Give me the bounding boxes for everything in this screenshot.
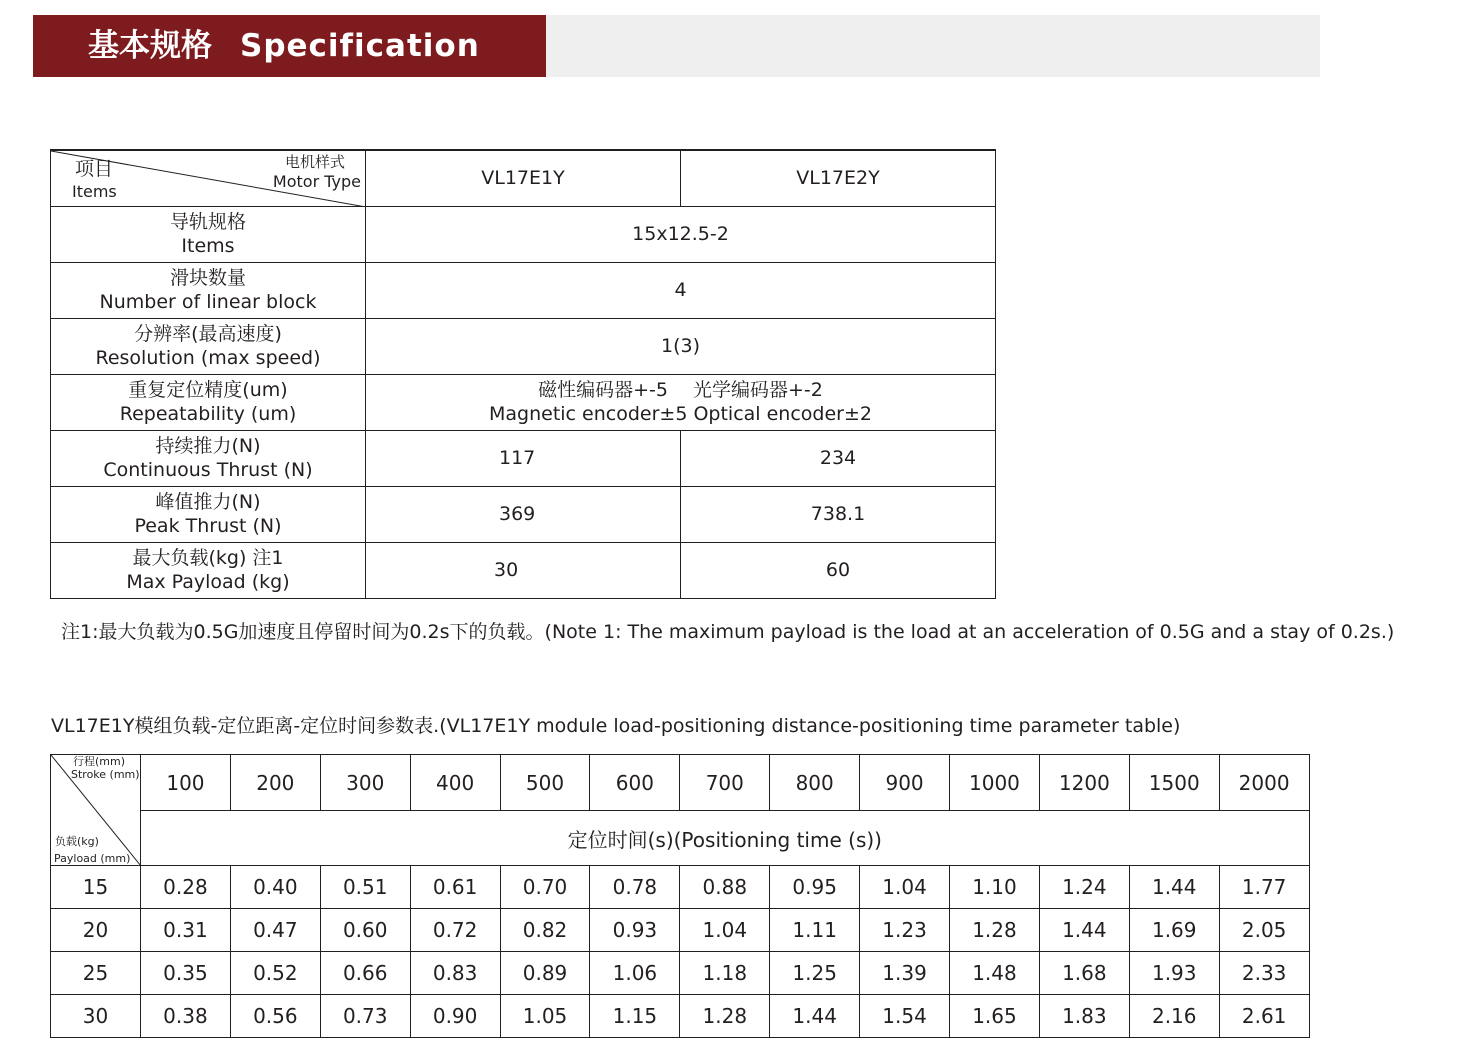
spec-row-max-payload [51, 542, 996, 598]
time-cell: 0.73 [320, 995, 410, 1038]
row-label: 峰值推力(N) Peak Thrust (N) [51, 486, 366, 542]
stroke-header: 100 [141, 755, 231, 811]
time-cell: 0.51 [320, 866, 410, 909]
stroke-header: 1200 [1039, 755, 1129, 811]
time-cell: 1.39 [860, 952, 950, 995]
time-cell: 1.06 [590, 952, 680, 995]
model-header-2: VL17E2Y [681, 150, 996, 206]
perf-corner-cell [51, 755, 141, 866]
time-cell: 2.33 [1219, 952, 1309, 995]
corner-items-cn: 项目 [75, 158, 114, 180]
time-cell: 1.18 [680, 952, 770, 995]
value-model-2: 234 [681, 430, 996, 486]
row-label: 分辨率(最高速度) Resolution (max speed) [51, 318, 366, 374]
table-row [51, 995, 1310, 1038]
stroke-header-row [51, 755, 1310, 811]
corner-items-en: Items [72, 182, 117, 201]
value-model-1: 30 [366, 542, 681, 598]
time-cell: 1.44 [1129, 866, 1219, 909]
time-cell: 0.66 [320, 952, 410, 995]
time-cell: 0.35 [141, 952, 231, 995]
time-cell: 0.90 [410, 995, 500, 1038]
corner-stroke-cn: 行程(mm) [73, 755, 126, 768]
time-cell: 1.93 [1129, 952, 1219, 995]
corner-stroke-en: Stroke (mm) [71, 768, 140, 781]
time-cell: 0.60 [320, 909, 410, 952]
time-cell: 1.04 [860, 866, 950, 909]
row-label: 最大负载(kg) 注1 Max Payload (kg) [51, 542, 366, 598]
time-cell: 1.15 [590, 995, 680, 1038]
value-model-1: 369 [366, 486, 681, 542]
corner-load-cn: 负载(kg) [55, 835, 99, 848]
row-value: 1(3) [366, 318, 996, 374]
row-label: 导轨规格 Items [51, 206, 366, 262]
time-cell: 0.52 [230, 952, 320, 995]
stroke-header: 700 [680, 755, 770, 811]
time-cell: 1.69 [1129, 909, 1219, 952]
spec-corner-cell [51, 150, 366, 206]
time-cell: 0.78 [590, 866, 680, 909]
time-cell: 1.54 [860, 995, 950, 1038]
time-cell: 0.82 [500, 909, 590, 952]
stroke-header: 2000 [1219, 755, 1309, 811]
stroke-header: 600 [590, 755, 680, 811]
load-cell: 30 [51, 995, 141, 1038]
header-title-en: Specification [240, 28, 480, 64]
stroke-header: 1000 [950, 755, 1040, 811]
spec-row-peak-thrust [51, 486, 996, 542]
time-cell: 0.72 [410, 909, 500, 952]
corner-motor-en: Motor Type [272, 172, 361, 191]
time-cell: 1.77 [1219, 866, 1309, 909]
time-cell: 0.89 [500, 952, 590, 995]
header-title-cn: 基本规格 [88, 28, 212, 64]
positioning-time-table [50, 754, 1310, 1038]
time-cell: 0.70 [500, 866, 590, 909]
time-cell: 0.95 [770, 866, 860, 909]
time-cell: 0.56 [230, 995, 320, 1038]
stroke-header: 300 [320, 755, 410, 811]
spec-header-row [51, 150, 996, 206]
value-model-2: 60 [681, 542, 996, 598]
time-cell: 0.28 [141, 866, 231, 909]
time-cell: 1.24 [1039, 866, 1129, 909]
row-label: 重复定位精度(um) Repeatability (um) [51, 374, 366, 430]
time-cell: 1.05 [500, 995, 590, 1038]
table-title: VL17E1Y模组负载-定位距离-定位时间参数表.(VL17E1Y module load-positioning distance-positioning time parameter table) [51, 715, 1181, 737]
section-header [33, 15, 546, 77]
row-label: 持续推力(N) Continuous Thrust (N) [51, 430, 366, 486]
subheader-row [51, 811, 1310, 866]
spec-row-resolution [51, 318, 996, 374]
stroke-header: 200 [230, 755, 320, 811]
time-cell: 0.88 [680, 866, 770, 909]
time-cell: 1.11 [770, 909, 860, 952]
value-model-1: 117 [366, 430, 681, 486]
spec-row-repeatability [51, 374, 996, 430]
time-cell: 0.93 [590, 909, 680, 952]
stroke-header: 500 [500, 755, 590, 811]
stroke-header: 1500 [1129, 755, 1219, 811]
time-cell: 1.25 [770, 952, 860, 995]
time-cell: 0.38 [141, 995, 231, 1038]
spec-table [50, 149, 996, 599]
table-row [51, 909, 1310, 952]
time-cell: 2.61 [1219, 995, 1309, 1038]
table-row [51, 866, 1310, 909]
time-cell: 1.44 [1039, 909, 1129, 952]
time-cell: 2.16 [1129, 995, 1219, 1038]
stroke-header: 400 [410, 755, 500, 811]
time-cell: 1.10 [950, 866, 1040, 909]
time-cell: 1.28 [680, 995, 770, 1038]
value-model-2: 738.1 [681, 486, 996, 542]
payload-note: 注1:最大负载为0.5G加速度且停留时间为0.2s下的负载。(Note 1: The maximum payload is the load at an acceleration of 0.5G and a stay of 0.2s.) [61, 621, 1395, 643]
time-cell: 0.61 [410, 866, 500, 909]
row-label: 滑块数量 Number of linear block [51, 262, 366, 318]
corner-load-en: Payload (mm) [54, 852, 131, 865]
time-cell: 1.28 [950, 909, 1040, 952]
row-value: 4 [366, 262, 996, 318]
row-value: 15x12.5-2 [366, 206, 996, 262]
spec-row-blocks [51, 262, 996, 318]
time-cell: 1.48 [950, 952, 1040, 995]
load-cell: 20 [51, 909, 141, 952]
spec-row-continuous-thrust [51, 430, 996, 486]
time-cell: 1.44 [770, 995, 860, 1038]
stroke-header: 900 [860, 755, 950, 811]
load-cell: 15 [51, 866, 141, 909]
positioning-time-label: 定位时间(s)(Positioning time (s)) [141, 811, 1310, 866]
stroke-header: 800 [770, 755, 860, 811]
time-cell: 1.65 [950, 995, 1040, 1038]
time-cell: 1.68 [1039, 952, 1129, 995]
time-cell: 0.47 [230, 909, 320, 952]
time-cell: 1.04 [680, 909, 770, 952]
time-cell: 0.83 [410, 952, 500, 995]
time-cell: 2.05 [1219, 909, 1309, 952]
time-cell: 0.31 [141, 909, 231, 952]
time-cell: 0.40 [230, 866, 320, 909]
time-cell: 1.23 [860, 909, 950, 952]
spec-row-rail [51, 206, 996, 262]
time-cell: 1.83 [1039, 995, 1129, 1038]
model-header-1: VL17E1Y [366, 150, 681, 206]
load-cell: 25 [51, 952, 141, 995]
row-value: 磁性编码器+-5 光学编码器+-2 Magnetic encoder±5 Optical encoder±2 [366, 374, 996, 430]
table-row [51, 952, 1310, 995]
corner-motor-cn: 电机样式 [284, 153, 345, 171]
